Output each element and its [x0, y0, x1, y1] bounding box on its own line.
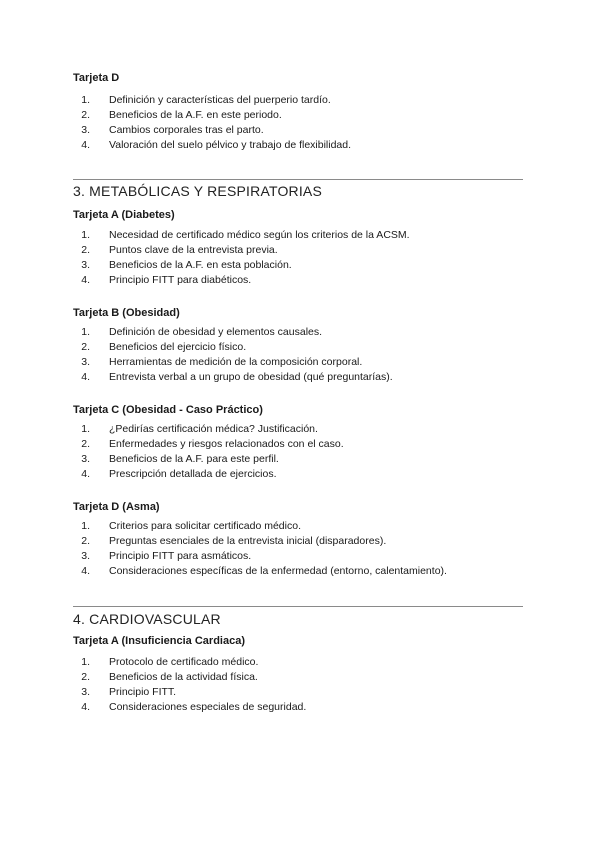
list-item — [73, 108, 533, 123]
card-item-list — [73, 93, 533, 153]
list-item — [73, 549, 533, 564]
item-number: 2. — [81, 244, 90, 256]
item-number: 1. — [81, 520, 90, 532]
item-number: 4. — [81, 139, 90, 151]
item-number: 2. — [81, 109, 90, 121]
item-text: Puntos clave de la entrevista previa. — [109, 244, 278, 256]
item-number: 3. — [81, 259, 90, 271]
card-item-list — [73, 519, 533, 579]
card-title: Tarjeta D — [73, 72, 120, 84]
section-heading: 3. METABÓLICAS Y RESPIRATORIAS — [73, 183, 323, 199]
list-item — [73, 123, 533, 138]
item-number: 1. — [81, 326, 90, 338]
item-number: 2. — [81, 438, 90, 450]
item-text: Valoración del suelo pélvico y trabajo de flexibilidad. — [109, 139, 352, 151]
item-text: Prescripción detallada de ejercicios. — [109, 468, 277, 480]
list-item — [73, 138, 533, 153]
list-item — [73, 700, 533, 715]
list-item — [73, 564, 533, 579]
item-text: Definición y características del puerperio tardío. — [109, 94, 331, 106]
list-item — [73, 258, 533, 273]
item-text: Beneficios del ejercicio físico. — [109, 341, 247, 353]
list-item — [73, 355, 533, 370]
list-item — [73, 370, 533, 385]
item-number: 1. — [81, 423, 90, 435]
list-item — [73, 467, 533, 482]
card-item-list — [73, 325, 533, 385]
list-item — [73, 670, 533, 685]
item-text: Herramientas de medición de la composición corporal. — [109, 356, 363, 368]
item-number: 1. — [81, 229, 90, 241]
item-text: Beneficios de la A.F. en este periodo. — [109, 109, 282, 121]
item-text: Consideraciones especiales de seguridad. — [109, 701, 307, 713]
list-item — [73, 519, 533, 534]
section-divider — [73, 606, 523, 607]
item-number: 4. — [81, 371, 90, 383]
section-divider — [73, 179, 523, 180]
list-item — [73, 534, 533, 549]
list-item — [73, 452, 533, 467]
item-number: 4. — [81, 468, 90, 480]
list-item — [73, 325, 533, 340]
item-text: Protocolo de certificado médico. — [109, 656, 259, 668]
item-text: Enfermedades y riesgos relacionados con el caso. — [109, 438, 344, 450]
item-text: Criterios para solicitar certificado médico. — [109, 520, 301, 532]
section-heading: 4. CARDIOVASCULAR — [73, 611, 221, 627]
list-item — [73, 93, 533, 108]
card-title: Tarjeta B (Obesidad) — [73, 307, 180, 319]
item-text: Principio FITT para asmáticos. — [109, 550, 252, 562]
item-text: Beneficios de la A.F. en esta población. — [109, 259, 292, 271]
item-text: Beneficios de la A.F. para este perfil. — [109, 453, 279, 465]
list-item — [73, 340, 533, 355]
item-number: 2. — [81, 671, 90, 683]
item-text: Beneficios de la actividad física. — [109, 671, 258, 683]
list-item — [73, 437, 533, 452]
list-item — [73, 422, 533, 437]
card-item-list — [73, 422, 533, 482]
card-title: Tarjeta C (Obesidad - Caso Práctico) — [73, 404, 263, 416]
list-item — [73, 228, 533, 243]
item-number: 2. — [81, 341, 90, 353]
card-title: Tarjeta A (Insuficiencia Cardiaca) — [73, 635, 245, 647]
card-item-list — [73, 228, 533, 288]
item-number: 4. — [81, 701, 90, 713]
list-item — [73, 655, 533, 670]
item-text: Definición de obesidad y elementos causales. — [109, 326, 323, 338]
item-text: Preguntas esenciales de la entrevista inicial (disparadores). — [109, 535, 387, 547]
list-item — [73, 685, 533, 700]
item-number: 3. — [81, 686, 90, 698]
item-text: Cambios corporales tras el parto. — [109, 124, 264, 136]
item-number: 4. — [81, 565, 90, 577]
item-number: 1. — [81, 94, 90, 106]
item-number: 4. — [81, 274, 90, 286]
card-title: Tarjeta D (Asma) — [73, 501, 160, 513]
item-text: ¿Pedirías certificación médica? Justificación. — [109, 423, 318, 435]
item-number: 3. — [81, 453, 90, 465]
item-text: Necesidad de certificado médico según los criterios de la ACSM. — [109, 229, 410, 241]
list-item — [73, 273, 533, 288]
item-number: 3. — [81, 550, 90, 562]
card-title: Tarjeta A (Diabetes) — [73, 209, 175, 221]
item-number: 1. — [81, 656, 90, 668]
item-number: 2. — [81, 535, 90, 547]
card-item-list — [73, 655, 533, 715]
item-number: 3. — [81, 124, 90, 136]
item-text: Entrevista verbal a un grupo de obesidad (qué preguntarías). — [109, 371, 393, 383]
item-number: 3. — [81, 356, 90, 368]
item-text: Principio FITT para diabéticos. — [109, 274, 252, 286]
item-text: Consideraciones específicas de la enfermedad (entorno, calentamiento). — [109, 565, 447, 577]
list-item — [73, 243, 533, 258]
item-text: Principio FITT. — [109, 686, 177, 698]
